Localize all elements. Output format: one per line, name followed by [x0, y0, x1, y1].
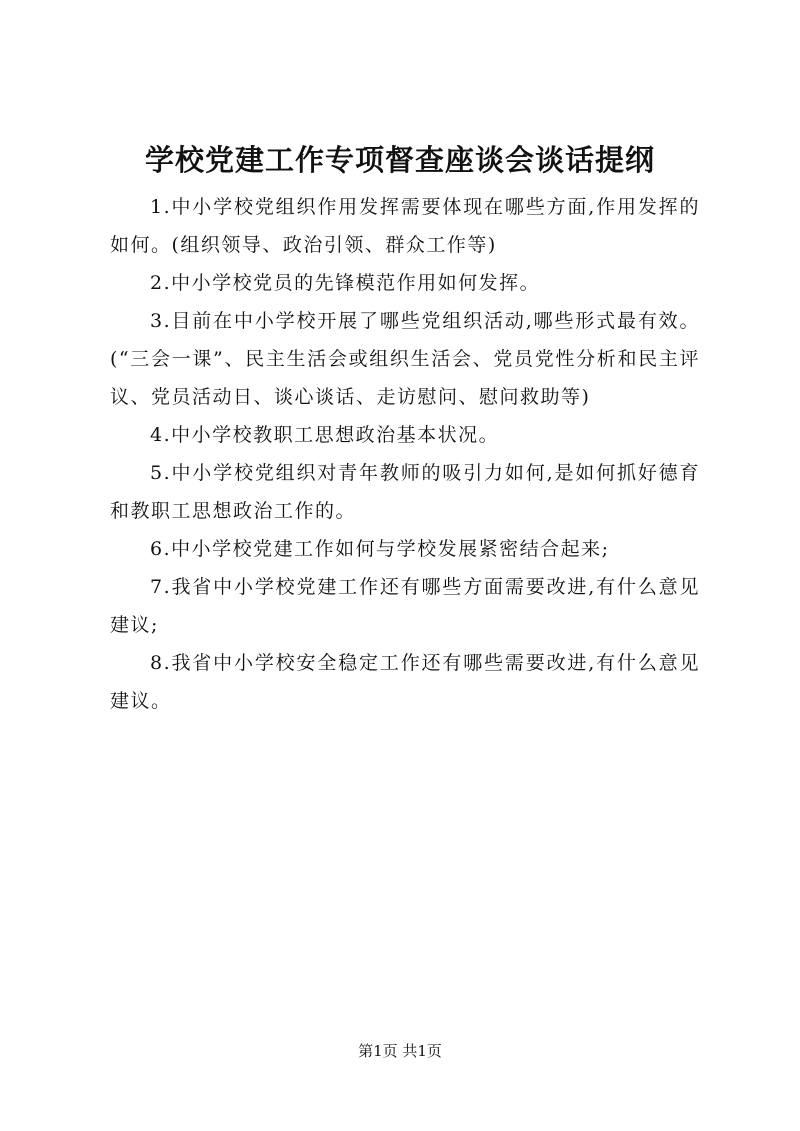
paragraph-item-7: 7.我省中小学校党建工作还有哪些方面需要改进,有什么意见建议;	[110, 576, 700, 636]
paragraph-item-2: 2.中小学校党员的先锋模范作用如何发挥。	[150, 272, 541, 294]
paragraph-item-1: 1.中小学校党组织作用发挥需要体现在哪些方面,作用发挥的如何。(组织领导、政治引领、群众工作等)	[110, 196, 700, 256]
paragraph-item-8: 8.我省中小学校安全稳定工作还有哪些需要改进,有什么意见建议。	[110, 652, 700, 712]
document-title: 学校党建工作专项督查座谈会谈话提纲	[144, 143, 655, 177]
document-body	[110, 188, 700, 720]
page-footer: 第1页 共1页	[358, 1042, 442, 1060]
paragraph-item-5: 5.中小学校党组织对青年教师的吸引力如何,是如何抓好德育和教职工思想政治工作的。	[110, 462, 700, 522]
paragraph-item-6: 6.中小学校党建工作如何与学校发展紧密结合起来;	[150, 538, 610, 560]
paragraph-item-3: 3.目前在中小学校开展了哪些党组织活动,哪些形式最有效。(“三会一课”、民主生活会或组织生活会、党员党性分析和民主评议、党员活动日、谈心谈话、走访慰问、慰问救助等)	[110, 310, 700, 408]
paragraph-item-4: 4.中小学校教职工思想政治基本状况。	[150, 424, 500, 446]
